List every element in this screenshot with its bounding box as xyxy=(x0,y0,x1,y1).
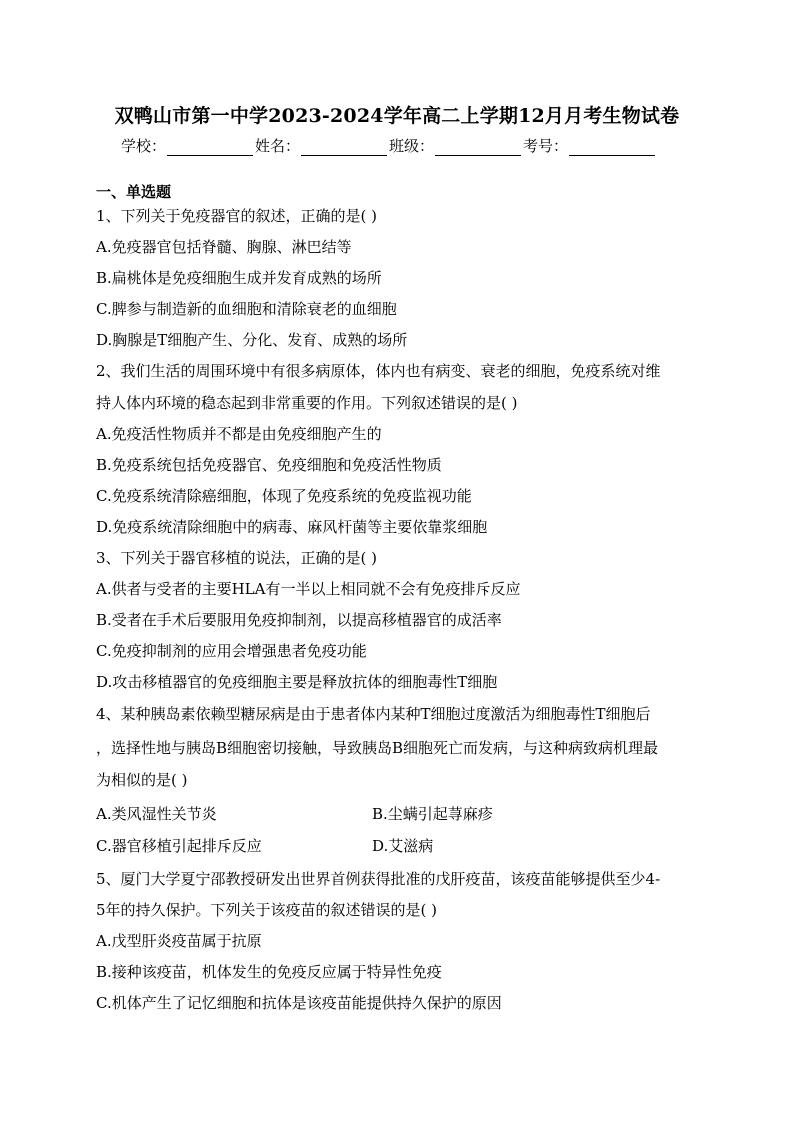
q4-option-a: A.类风湿性关节炎 xyxy=(96,805,217,823)
q5-option-b: B.接种该疫苗，机体发生的免疫反应属于特异性免疫 xyxy=(96,963,442,981)
q1-option-c: C.脾参与制造新的血细胞和清除衰老的血细胞 xyxy=(96,300,397,318)
class-blank[interactable] xyxy=(435,141,521,156)
q4-stem-line3: 为相似的是( ) xyxy=(96,771,188,789)
name-label: 姓名： xyxy=(255,137,301,155)
q1-option-d: D.胸腺是T细胞产生、分化、发育、成熟的场所 xyxy=(96,331,408,349)
section-heading: 一、单选题 xyxy=(96,183,172,201)
q3-option-b: B.受者在手术后要服用免疫抑制剂，以提高移植器官的成活率 xyxy=(96,611,502,629)
q1-option-a: A.免疫器官包括脊髓、胸腺、淋巴结等 xyxy=(96,238,352,256)
school-blank[interactable] xyxy=(167,141,253,156)
q2-stem-line1: 2、我们生活的周围环境中有很多病原体，体内也有病变、衰老的细胞，免疫系统对维 xyxy=(96,362,661,380)
q5-stem-line2: 5年的持久保护。下列关于该疫苗的叙述错误的是( ) xyxy=(96,901,438,919)
id-blank[interactable] xyxy=(569,141,655,156)
q2-option-b: B.免疫系统包括免疫器官、免疫细胞和免疫活性物质 xyxy=(96,456,442,474)
q3-option-a: A.供者与受者的主要HLA有一半以上相同就不会有免疫排斥反应 xyxy=(96,580,521,598)
q2-option-d: D.免疫系统清除细胞中的病毒、麻风杆菌等主要依靠浆细胞 xyxy=(96,518,488,536)
q5-option-c: C.机体产生了记忆细胞和抗体是该疫苗能提供持久保护的原因 xyxy=(96,994,502,1012)
q1-stem: 1、下列关于免疫器官的叙述，正确的是( ) xyxy=(96,207,378,225)
id-label: 考号： xyxy=(523,137,569,155)
page-title: 双鸭山市第一中学2023-2024学年高二上学期12月月考生物试卷 xyxy=(114,105,680,127)
q2-option-c: C.免疫系统清除癌细胞，体现了免疫系统的免疫监视功能 xyxy=(96,487,472,505)
q4-option-c: C.器官移植引起排斥反应 xyxy=(96,837,262,855)
q5-option-a: A.戊型肝炎疫苗属于抗原 xyxy=(96,932,262,950)
q4-stem-line1: 4、某种胰岛素依赖型糖尿病是由于患者体内某种T细胞过度激活为细胞毒性T细胞后 xyxy=(96,705,651,723)
class-label: 班级： xyxy=(389,137,435,155)
q3-option-d: D.攻击移植器官的免疫细胞主要是释放抗体的细胞毒性T细胞 xyxy=(96,673,498,691)
q2-option-a: A.免疫活性物质并不都是由免疫细胞产生的 xyxy=(96,425,382,443)
q5-stem-line1: 5、厦门大学夏宁邵教授研发出世界首例获得批准的戊肝疫苗，该疫苗能够提供至少4- xyxy=(96,870,661,888)
q4-option-b: B.尘螨引起荨麻疹 xyxy=(372,805,493,823)
q4-stem-line2: ，选择性地与胰岛B细胞密切接触，导致胰岛B细胞死亡而发病，与这种病致病机理最 xyxy=(96,739,659,757)
student-info-line xyxy=(121,135,657,156)
name-blank[interactable] xyxy=(301,141,387,156)
q3-stem: 3、下列关于器官移植的说法，正确的是( ) xyxy=(96,549,378,567)
q1-option-b: B.扁桃体是免疫细胞生成并发育成熟的场所 xyxy=(96,269,382,287)
q2-stem-line2: 持人体内环境的稳态起到非常重要的作用。下列叙述错误的是( ) xyxy=(96,394,518,412)
school-label: 学校： xyxy=(121,137,167,155)
q4-option-d: D.艾滋病 xyxy=(372,837,434,855)
q3-option-c: C.免疫抑制剂的应用会增强患者免疫功能 xyxy=(96,642,367,660)
